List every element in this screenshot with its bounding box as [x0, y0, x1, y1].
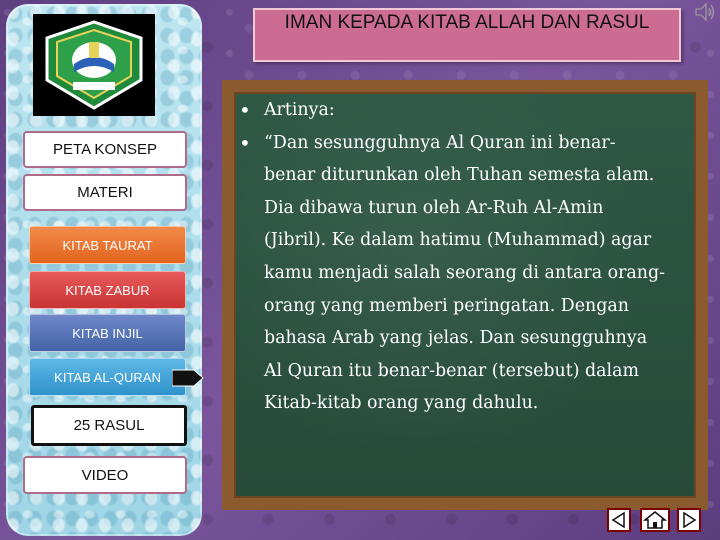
peta-konsep-label: PETA KONSEP — [53, 141, 157, 158]
materi-label: MATERI — [77, 184, 133, 201]
right-arrow-icon — [172, 368, 204, 388]
bullet-1-text: Artinya: — [264, 100, 335, 120]
home-button[interactable] — [640, 508, 670, 532]
next-slide-button[interactable] — [677, 508, 701, 532]
bullet-dot: • — [239, 130, 251, 155]
quote-line: kamu menjadi salah seorang di antara orang- — [264, 262, 665, 283]
logo — [33, 14, 155, 116]
video-button[interactable] — [23, 456, 187, 494]
page-title — [253, 8, 681, 62]
quote-line: orang yang memberi peringatan. Dengan — [264, 295, 629, 316]
video-label: VIDEO — [81, 466, 129, 484]
kitab-injil-button[interactable] — [29, 314, 186, 352]
kitab-zabur-label: KITAB ZABUR — [65, 282, 150, 298]
speaker-icon[interactable] — [694, 2, 716, 22]
previous-slide-button[interactable] — [607, 508, 631, 532]
regional-government-emblem-icon — [43, 20, 145, 110]
kitab-taurat-button[interactable] — [29, 226, 186, 264]
bullet-item-1 — [239, 94, 682, 127]
home-icon — [642, 510, 668, 530]
quote-line: Kitab-kitab orang yang dahulu. — [264, 393, 539, 414]
page-title-text: IMAN KEPADA KITAB ALLAH DAN RASUL — [284, 12, 650, 33]
kitab-alquran-button[interactable] — [29, 358, 186, 396]
next-slide-icon — [679, 510, 699, 530]
kitab-injil-label: KITAB INJIL — [72, 325, 143, 341]
25-rasul-label: 25 RASUL — [73, 417, 145, 434]
previous-slide-icon — [609, 510, 629, 530]
peta-konsep-button[interactable] — [23, 131, 187, 168]
materi-button[interactable] — [23, 174, 187, 211]
quote-line: (Jibril). Ke dalam hatimu (Muhammad) agar — [264, 230, 652, 251]
kitab-taurat-label: KITAB TAURAT — [62, 237, 153, 253]
bullet-item-2 — [239, 127, 682, 420]
bullet-dot: • — [239, 98, 251, 122]
quote-line: Dia dibawa turun oleh Ar-Ruh Al-Amin — [264, 197, 604, 218]
kitab-zabur-button[interactable] — [29, 271, 186, 309]
25-rasul-button[interactable] — [31, 405, 187, 446]
quote-line: benar diturunkan oleh Tuhan semesta alam. — [264, 165, 655, 186]
board-content — [239, 94, 682, 420]
kitab-alquran-label: KITAB AL-QURAN — [54, 369, 161, 385]
quote-line: Al Quran itu benar-benar (tersebut) dalam — [264, 360, 639, 381]
quote-line: “Dan sesungguhnya Al Quran ini benar- — [264, 132, 616, 153]
quote-line: bahasa Arab yang jelas. Dan sesungguhnya — [264, 328, 648, 349]
